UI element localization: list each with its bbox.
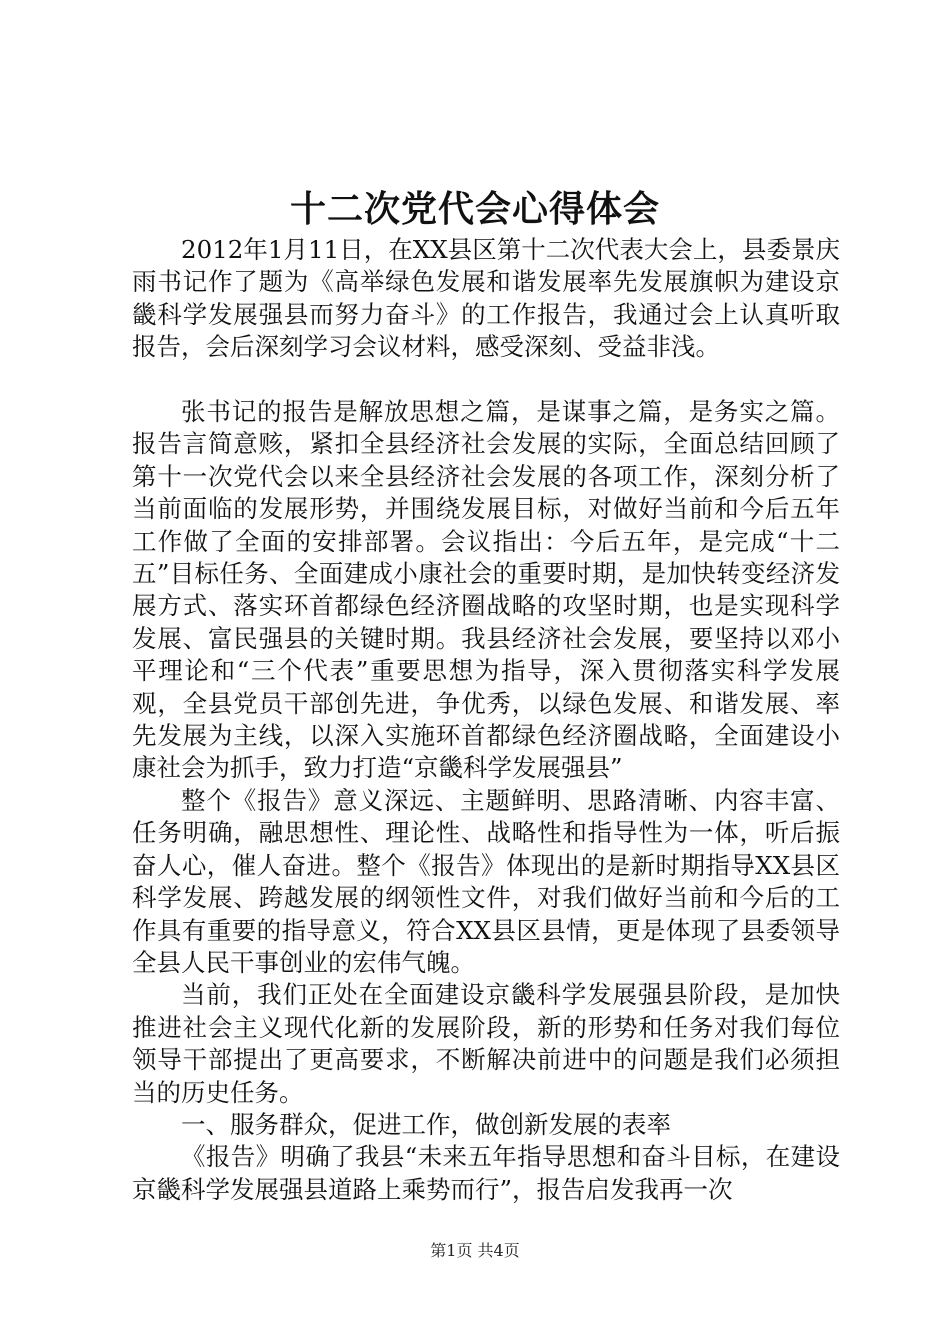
paragraph-1: 2012年1月11日，在XX县区第十二次代表大会上，县委景庆雨书记作了题为《高举绿色发展和谐发展率先发展旗帜为建设京畿科学发展强县而努力奋斗》的工作报告，我通过会上认真听取报告，会后深刻学习会议材料，感受深刻、受益非浅。 (132, 235, 840, 362)
paragraph-5: 《报告》明确了我县“未来五年指导思想和奋斗目标，在建设京畿科学发展强县道路上乘势而行”，报告启发我再一次 (132, 1142, 840, 1204)
document-body (132, 234, 840, 1206)
paragraph-4: 当前，我们正处在全面建设京畿科学发展强县阶段，是加快推进社会主义现代化新的发展阶段，新的形势和任务对我们每位领导干部提出了更高要求，不断解决前进中的问题是我们必须担当的历史任务。 (132, 980, 840, 1107)
document-title: 十二次党代会心得体会 (289, 188, 660, 230)
paragraph-spacer (132, 364, 840, 396)
paragraph-2: 张书记的报告是解放思想之篇，是谋事之篇，是务实之篇。报告言简意赅，紧扣全县经济社会发展的实际，全面总结回顾了第十一次党代会以来全县经济社会发展的各项工作，深刻分析了当前面临的发展形势，并围绕发展目标，对做好当前和今后五年工作做了全面的安排部署。会议指出：今后五年，是完成“十二五”目标任务、全面建成小康社会的重要时期，是加快转变经济发展方式、落实环首都绿色经济圈战略的攻坚时期，也是实现科学发展、富民强县的关键时期。我县经济社会发展，要坚持以邓小平理论和“三个代表”重要思想为指导，深入贯彻落实科学发展观，全县党员干部创先进，争优秀，以绿色发展、和谐发展、率先发展为主线，以深入实施环首都绿色经济圈战略，全面建设小康社会为抓手，致力打造“京畿科学发展强县” (132, 397, 840, 783)
paragraph-3: 整个《报告》意义深远、主题鲜明、思路清晰、内容丰富、任务明确，融思想性、理论性、战略性和指导性为一体，听后振奋人心，催人奋进。整个《报告》体现出的是新时期指导XX县区科学发展、跨越发展的纲领性文件，对我们做好当前和今后的工作具有重要的指导意义，符合XX县区县情，更是体现了县委领导全县人民干事创业的宏伟气魄。 (132, 785, 840, 977)
section-heading-1: 一、服务群众，促进工作，做创新发展的表率 (181, 1109, 671, 1139)
page-number-footer: 第1页 共4页 (430, 1241, 520, 1260)
